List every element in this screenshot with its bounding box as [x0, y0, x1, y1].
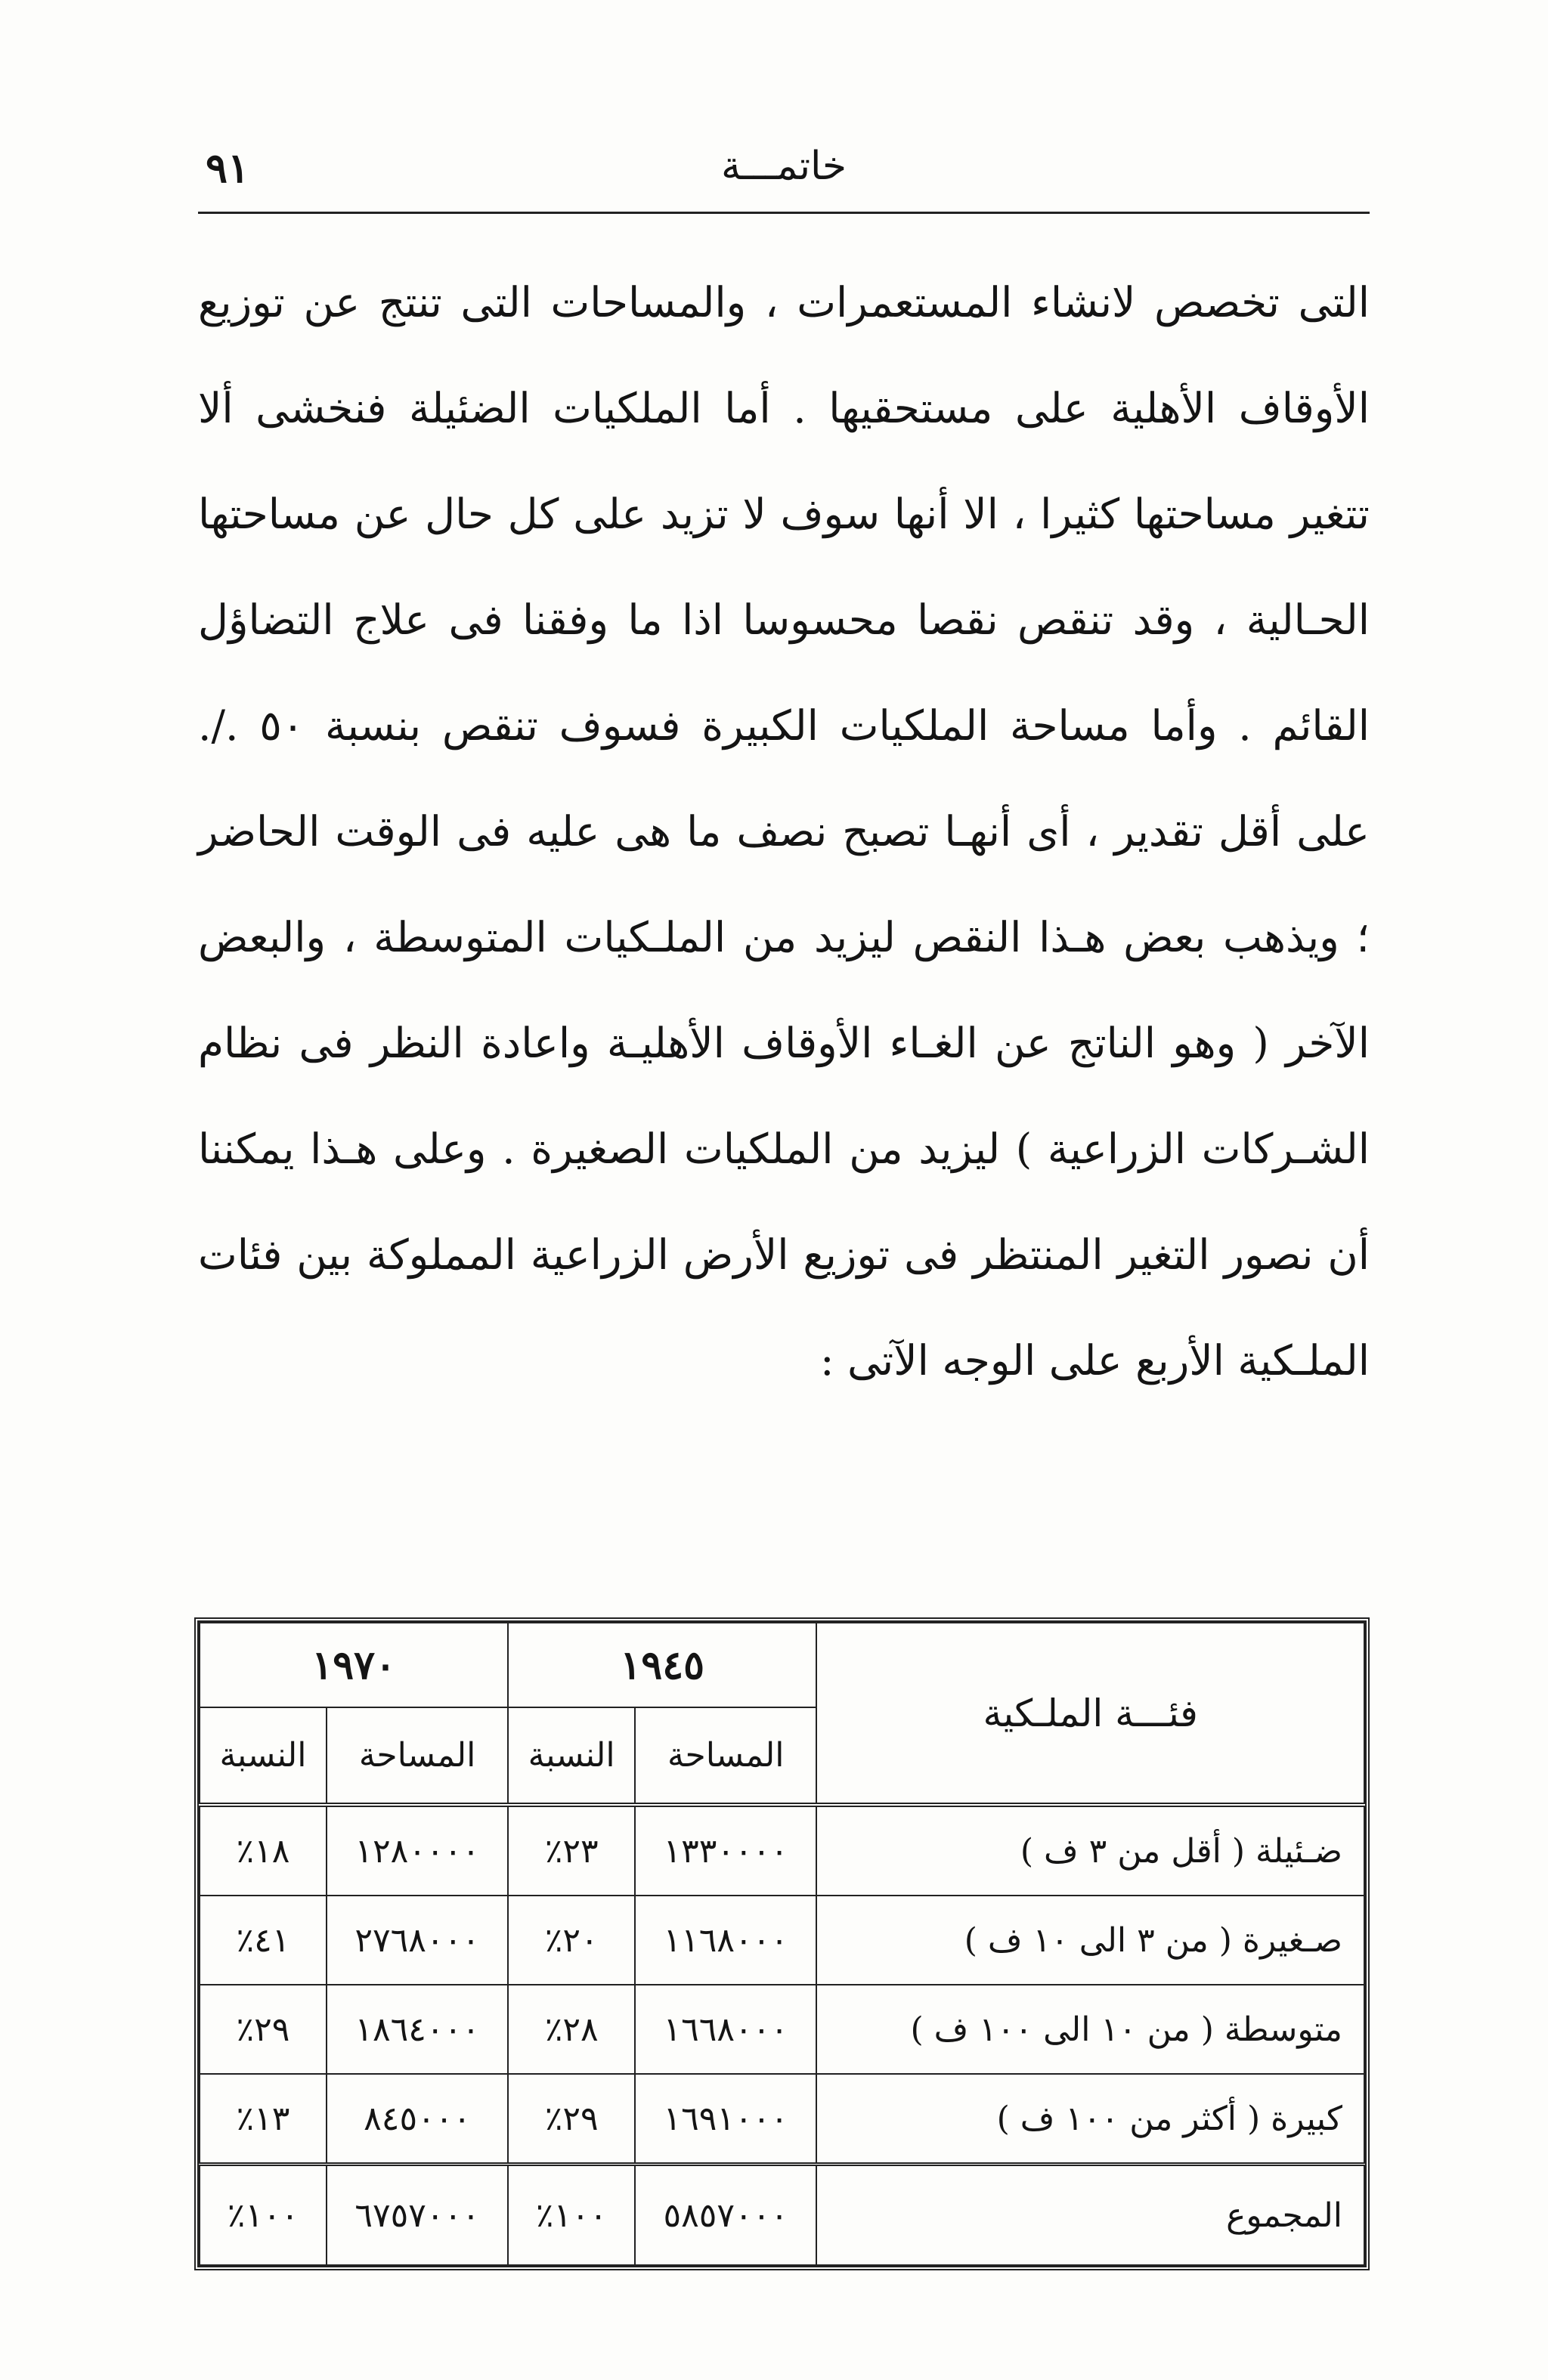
row-category: ضـئيلة ( أقل من ٣ ف ) — [816, 1805, 1364, 1896]
total-row — [200, 2165, 1364, 2266]
pct-1970-cell: ١٣٪ — [200, 2074, 327, 2165]
area-1945-cell: ١٦٦٨٠٠٠ — [635, 1985, 816, 2074]
row-category: كبيرة ( أكثر من ١٠٠ ف ) — [816, 2074, 1364, 2165]
running-title: خاتمـــة — [720, 144, 847, 189]
total-pct-1945: ١٠٠٪ — [508, 2165, 635, 2266]
total-label: المجموع — [816, 2165, 1364, 2266]
pct-1945-cell: ٢٩٪ — [508, 2074, 635, 2165]
area-1970-cell: ١٨٦٤٠٠٠ — [327, 1985, 508, 2074]
area-1945-cell: ١١٦٨٠٠٠ — [635, 1896, 816, 1985]
area-header-1945: المساحة — [635, 1707, 816, 1805]
area-1970-cell: ١٢٨٠٠٠٠ — [327, 1805, 508, 1896]
body-paragraph: التى تخصص لانشاء المستعمرات ، والمساحات التى تنتج عن توزيع الأوقاف الأهلية على مستحقيها . أما الملكيات الضئيلة فنخشى ألا تتغير مساحتها كثيرا ، الا أنها سوف لا تزيد على كل حال عن مساحتها الحـالية ، وقد تنقص نقصا محسوسا اذا ما وفقنا فى علاج التضاؤل القائم . وأما مساحة الملكيات الكبيرة فسوف تنقص بنسبة ٥٠ ./. على أقل تقدير ، أى أنهـا تصبح نصف ما هى عليه فى الوقت الحاضر ؛ ويذهب بعض هـذا النقص ليزيد من الملـكيات المتوسطة ، والبعض الآخر ( وهو الناتج عن الغـاء الأوقاف الأهليـة واعادة النظر فى نظام الشـركات الزراعية ) ليزيد من الملكيات الصغيرة . وعلى هـذا يمكننا أن نصور التغير المنتظر فى توزيع الأرض الزراعية المملوكة بين فئات الملـكية الأربع على الوجه الآتى : — [198, 278, 1370, 1385]
total-pct-1970: ١٠٠٪ — [200, 2165, 327, 2266]
area-1945-cell: ١٣٣٠٠٠٠ — [635, 1805, 816, 1896]
pct-1945-cell: ٢٣٪ — [508, 1805, 635, 1896]
pct-1970-cell: ١٨٪ — [200, 1805, 327, 1896]
total-area-1945: ٥٨٥٧٠٠٠ — [635, 2165, 816, 2266]
pct-1945-cell: ٢٠٪ — [508, 1896, 635, 1985]
ownership-table — [194, 1617, 1370, 2270]
area-1970-cell: ٨٤٥٠٠٠ — [327, 2074, 508, 2165]
table-row — [200, 1805, 1364, 1896]
year-header-1945: ١٩٤٥ — [508, 1623, 816, 1707]
year-header-1970: ١٩٧٠ — [200, 1623, 508, 1707]
pct-1945-cell: ٢٨٪ — [508, 1985, 635, 2074]
pct-1970-cell: ٤١٪ — [200, 1896, 327, 1985]
table-row — [200, 1896, 1364, 1985]
row-category: صـغيرة ( من ٣ الى ١٠ ف ) — [816, 1896, 1364, 1985]
row-category: متوسطة ( من ١٠ الى ١٠٠ ف ) — [816, 1985, 1364, 2074]
page-number: ٩١ — [206, 144, 250, 192]
pct-1970-cell: ٢٩٪ — [200, 1985, 327, 2074]
area-1970-cell: ٢٧٦٨٠٠٠ — [327, 1896, 508, 1985]
total-area-1970: ٦٧٥٧٠٠٠ — [327, 2165, 508, 2266]
share-header-1945: النسبة — [508, 1707, 635, 1805]
share-header-1970: النسبة — [200, 1707, 327, 1805]
area-1945-cell: ١٦٩١٠٠٠ — [635, 2074, 816, 2165]
area-header-1970: المساحة — [327, 1707, 508, 1805]
category-column-header: فئـــة الملـكية — [816, 1623, 1364, 1805]
page-header — [198, 136, 1370, 214]
table-row — [200, 1985, 1364, 2074]
table-row — [200, 2074, 1364, 2165]
